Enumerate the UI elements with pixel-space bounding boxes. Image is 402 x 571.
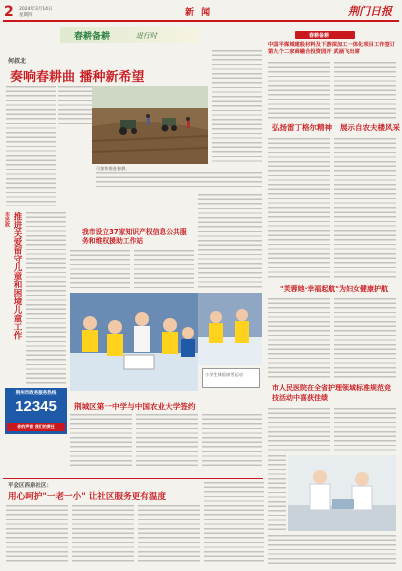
spring-body-bottom	[96, 172, 262, 190]
hospital-headline: 市人民医院在全省护理领域标准规范竞技活动中喜获佳绩	[272, 384, 391, 402]
hotline-ad	[5, 388, 67, 434]
spring-banner-title: 春耕备耕	[74, 32, 111, 42]
spring-body-left	[6, 86, 56, 206]
spring-headline: 奏响春耕曲 播种新希望	[10, 70, 145, 85]
women-body-2	[334, 298, 396, 378]
left-col-kicker: 市民政	[4, 212, 10, 227]
care-headline: 用心呵护"一老一小" 让社区服务更有温度	[8, 492, 167, 502]
newspaper-logo: 荆门日报	[348, 5, 392, 18]
right-top-tag	[295, 31, 355, 39]
spring-kicker: 何叔北	[8, 58, 27, 65]
ip-headline: 我市设立37家知识产权信息公共服务和维权援助工作站	[82, 228, 187, 245]
right-top-headline: 中国平煤城建股材料及下游深加工一体化项目工作签订第九个二家商融合投资园开 武涵飞出席	[268, 42, 396, 55]
hospital-photo	[288, 455, 396, 531]
left-col-headline: 推进关爱留守儿童和困境儿童工作	[12, 212, 22, 340]
tractor-photo-caption: 可加快推进春耕。	[96, 166, 130, 171]
care-body-3	[138, 505, 200, 565]
header-rule	[3, 20, 399, 22]
ip-body-2	[134, 250, 194, 290]
care-body-2	[72, 505, 134, 565]
mid-right-body-1	[268, 138, 330, 278]
school-body-2	[136, 414, 198, 466]
mid-right-headline-1: 弘扬雷丁格尔精神	[272, 123, 332, 132]
hospital-caption	[268, 535, 396, 565]
ip-body-1	[70, 250, 130, 290]
page-number: 2	[4, 4, 14, 20]
hotline-number: 12345	[15, 398, 57, 415]
spring-banner	[60, 27, 200, 43]
spring-body-mid	[58, 86, 92, 126]
women-body-1	[268, 298, 330, 378]
hospital-body-2	[334, 408, 396, 454]
skating-caption: 小学生体验冰雪运动	[205, 372, 243, 377]
right-top-body-2	[334, 62, 396, 122]
skating-photo-2	[198, 293, 262, 365]
skating-photo	[70, 293, 198, 391]
date-line: 2024年3月14日	[19, 7, 53, 12]
care-kicker: 平会区西泉社区：	[8, 483, 53, 489]
skating-caption-box	[202, 368, 260, 388]
mid-right-headline-2: 展示自农夫楼风采	[340, 123, 400, 132]
spring-banner-tag: 进行时	[136, 32, 157, 40]
care-body-1	[6, 505, 68, 565]
women-headline: "芙蓉她·幸福起航"为妇女健康护航	[280, 285, 388, 293]
hospital-body-1	[268, 408, 330, 454]
hotline-slogan: 你的声音 我们的责任	[7, 423, 65, 431]
editor-line: 星期四	[19, 13, 33, 18]
left-col-body	[26, 212, 66, 384]
hotline-title: 荆州市政务服务热线	[15, 391, 57, 396]
care-body-4	[204, 482, 264, 565]
school-body-3	[202, 414, 262, 466]
school-headline: 荆城区第一中学与中国农业大学签约	[74, 402, 196, 411]
section-title: 新 闻	[185, 8, 213, 18]
spring-body-right	[212, 50, 262, 162]
mid-right-body-2	[334, 138, 396, 278]
right-top-tag-text: 春耕备耕	[309, 33, 330, 39]
hospital-body-3	[268, 455, 286, 531]
tractor-photo	[92, 86, 208, 164]
right-top-body-1	[268, 62, 330, 122]
school-body-1	[70, 414, 132, 466]
bottom-rule	[3, 478, 263, 479]
ip-body-3	[198, 194, 262, 290]
